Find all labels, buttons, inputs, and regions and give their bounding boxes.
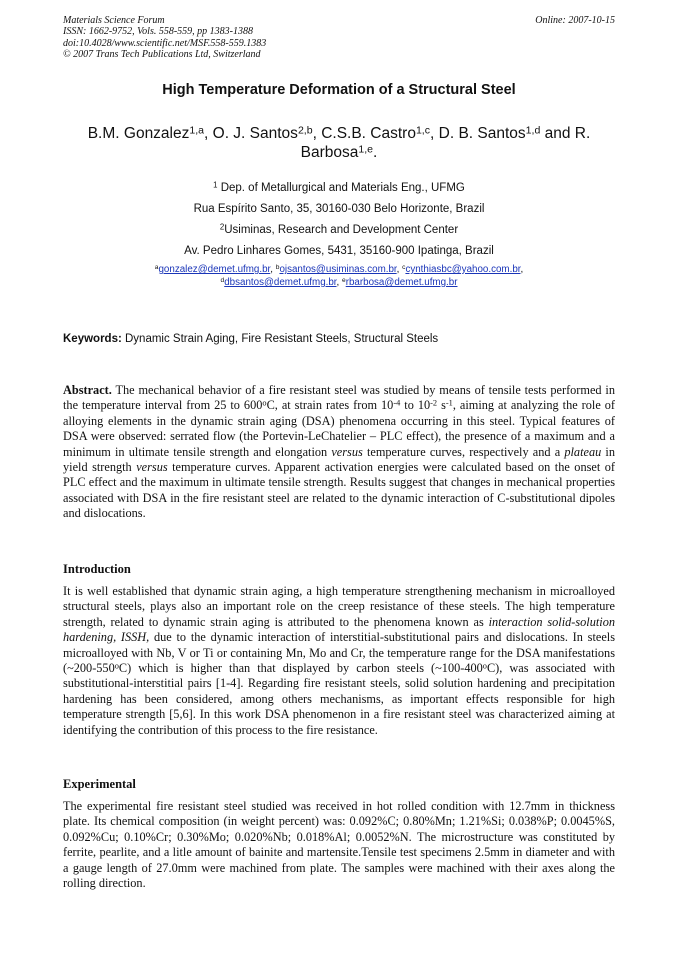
author-name: C.S.B. Castro — [321, 125, 416, 142]
author-affiliation-mark: 2,b — [297, 124, 313, 137]
affiliation-usiminas-address: Av. Pedro Linhares Gomes, 5431, 35160-900 Ipatinga, Brazil — [184, 245, 494, 257]
section-heading-experimental: Experimental — [63, 777, 136, 791]
journal-name: Materials Science Forum — [63, 15, 165, 26]
author-separator: , — [312, 125, 322, 142]
email-mark: e — [342, 277, 346, 285]
online-date: Online: 2007-10-15 — [535, 15, 615, 26]
author-list — [63, 124, 615, 162]
author-affiliation-mark: 1,a — [189, 124, 205, 137]
email-link-gonzalez[interactable]: gonzalez@demet.ufmg.br — [158, 264, 271, 275]
introduction-paragraph: It is well established that dynamic strain aging, a high temperature strengthening mechanism in microalloyed structural steels, plays also an important role on the creep resistance of these steels. The high temperature strength, related to dynamic strain aging is attributed to the phenomena known as interaction solid-solution hardening, ISSH, due to the dynamic interaction of interstitial-substitutional pairs and dislocations. In steels microalloyed with Nb, V or Ti or containing Mn, Mo and Cr, the temperature range for the DSA manifestations (~200-550$^o$C) which is higher than that displayed by carbon steels (~100-400$^o$C), was associated with substitutional-interstitial pairs [1-4]. Regarding fire resistant steels, solid solution hardening and precipitation hardening has been considered, among others mechanisms, as important effects responsible for high temperature strength [5,6]. In this work DSA phenomenon in a fire resistant steel was characterized aiming at identifying the contribution of this process to the fire resistance. — [63, 584, 615, 737]
abstract: Abstract. The mechanical behavior of a fire resistant steel was studied by means of tensile tests performed in the temperature interval from 25 to 600$^o$C, at strain rates from $10^{-4}$ to $10^{-2}$ $s^{-1}$, aiming at analyzing the role of alloying elements in the dynamic strain aging (DSA) phenomena occurring in this steel. Typical features of DSA were observed: serrated flow (the Portevin-LeChatelier – PLC effect), the presence of a maximum and a minimum in ultimate tensile strength and elongation versus temperature curves, respectively and a plateau in yield strength versus temperature curves. Apparent activation energies were calculated based on the onset of PLC effect and the maximum in ultimate tensile strength. Results suggest that changes in mechanical properties associated with DSA in the fire resistant steel are related to the dynamic interaction of C-substitutional dipoles and dislocations. — [63, 383, 615, 521]
author-separator: , — [204, 125, 213, 142]
keywords-label: Keywords: — [63, 333, 122, 345]
affiliations — [63, 178, 615, 262]
author-affiliation-mark: 1,d — [525, 124, 541, 137]
affiliation-ufmg: $^1$ Dep. of Metallurgical and Materials Eng., UFMG — [213, 180, 465, 194]
author-name: D. B. Santos — [438, 125, 526, 142]
author-affiliation-mark: 1,c — [415, 124, 431, 137]
author-separator: and — [540, 125, 575, 142]
affiliation-usiminas: $^2$Usiminas, Research and Development Center — [219, 222, 459, 236]
author-emails: $^a$gonzalez@demet.ufmg.br, $^b$ojsantos@usiminas.com.br, $^c$cynthiasbc@yahoo.com.br, $^d$dbsantos@demet.ufmg.br, $^e$rbarbosa@demet.ufmg.br — [154, 264, 524, 288]
author-separator: , — [430, 125, 439, 142]
section-heading-introduction: Introduction — [63, 562, 131, 576]
email-mark: d — [220, 277, 225, 285]
email-link-cynthiasbc[interactable]: cynthiasbc@yahoo.com.br — [405, 264, 521, 275]
author-separator: . — [373, 144, 378, 161]
journal-header — [63, 15, 443, 60]
author-name: O. J. Santos — [212, 125, 298, 142]
author-affiliation-mark: 1,e — [358, 143, 374, 156]
doi-line: doi:10.4028/www.scientific.net/MSF.558-559.1383 — [63, 37, 267, 49]
issn-line: ISSN: 1662-9752, Vols. 558-559, pp 1383-1388 — [63, 26, 253, 38]
abstract-label: Abstract. — [63, 383, 112, 397]
keywords — [63, 332, 615, 346]
author-name: B.M. Gonzalez — [87, 125, 190, 142]
email-link-dbsantos[interactable]: dbsantos@demet.ufmg.br — [224, 277, 337, 288]
email-link-rbarbosa[interactable]: rbarbosa@demet.ufmg.br — [345, 277, 458, 288]
affiliation-ufmg-address: Rua Espírito Santo, 35, 30160-030 Belo Horizonte, Brazil — [193, 203, 485, 215]
experimental-paragraph: The experimental fire resistant steel studied was received in hot rolled condition with 12.7mm in thickness plate. Its chemical composition (in weight percent) was: 0.092%C; 0.80%Mn; 1.21%Si; 0.038%P; 0.0045%S, 0.092%Cu; 0.10%Cr; 0.30%Mo; 0.020%Nb; 0.018%Al; 0.0052%N. The microstructure was constituted by ferrite, pearlite, and a litle amount of bainite and martensite.Tensile test specimens 2.5mm in diameter and with a gauge length of 27.0mm were machined from plate. The samples were machined with their axes along the rolling direction. — [63, 799, 615, 891]
affiliation-mark: 1 — [213, 180, 218, 190]
author-name: R. Barbosa — [300, 125, 591, 161]
email-mark: a — [154, 264, 159, 272]
email-mark: b — [275, 264, 280, 272]
email-mark: c — [402, 264, 406, 272]
email-link-ojsantos[interactable]: ojsantos@usiminas.com.br — [279, 264, 397, 275]
paper-title: High Temperature Deformation of a Structural Steel — [162, 82, 516, 98]
copyright-line: © 2007 Trans Tech Publications Ltd, Switzerland — [63, 48, 261, 60]
keywords-text: Dynamic Strain Aging, Fire Resistant Steels, Structural Steels — [121, 333, 439, 345]
affiliation-mark: 2 — [219, 222, 225, 232]
